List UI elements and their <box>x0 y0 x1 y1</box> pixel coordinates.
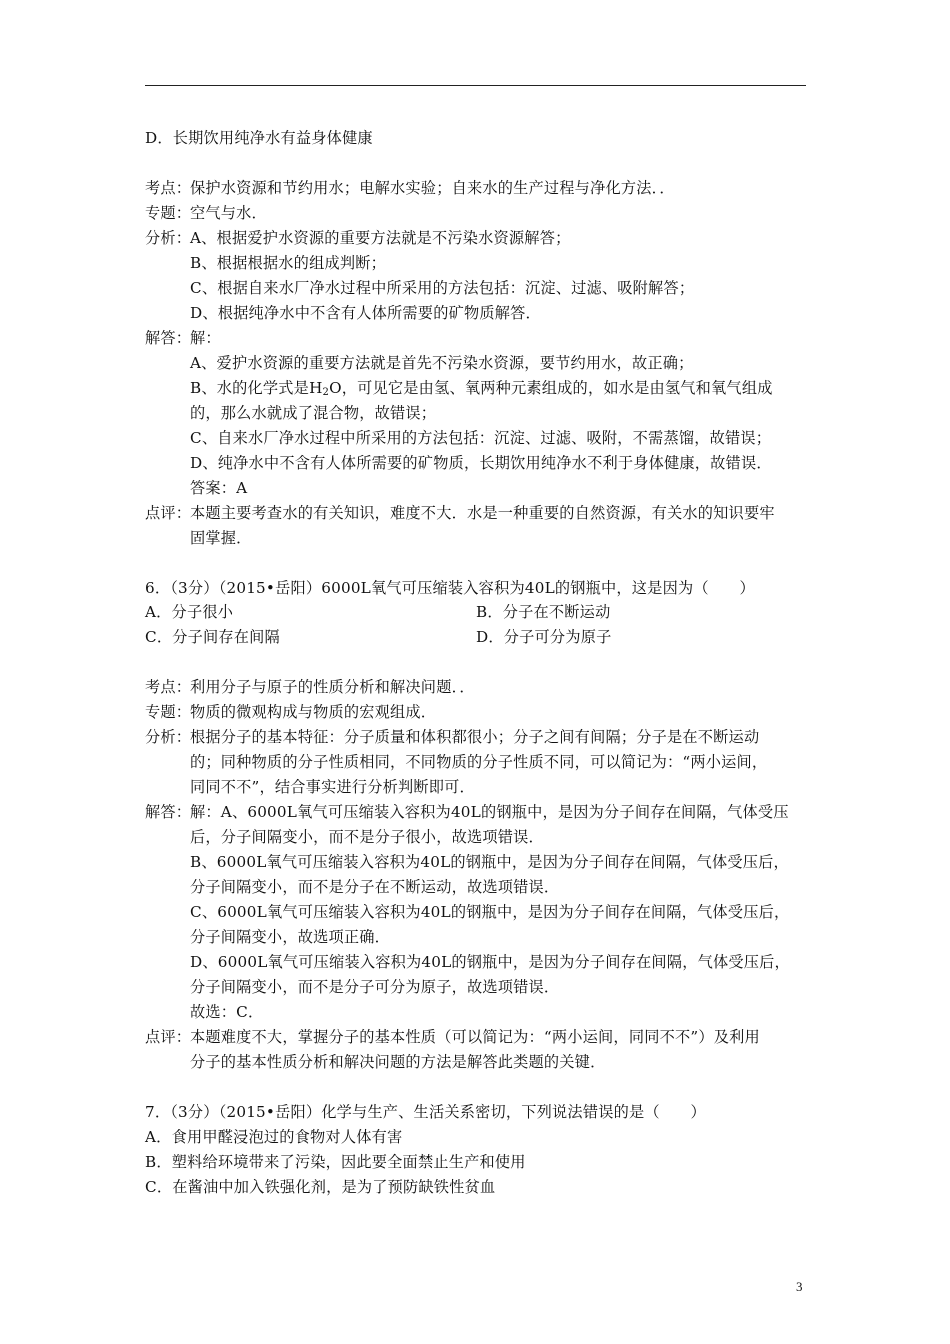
dianping-label: 点评： <box>145 504 192 522</box>
q7-option-a: A．食用甲醛浸泡过的食物对人体有害 <box>145 1128 403 1146</box>
q6-jieda <box>145 800 789 824</box>
q6-dianping-cont: 分子的基本性质分析和解决问题的方法是解答此类题的关键． <box>190 1053 606 1071</box>
kaodian-text: 保护水资源和节约用水；电解水实验；自来水的生产过程与净化方法．． <box>190 179 675 197</box>
q6-jieda-5: C、6000L氧气可压缩装入容积为40L的钢瓶中，是因为分子间存在间隔，气体受压后， <box>190 903 790 921</box>
fenxi-line: 根据分子的基本特征：分子质量和体积都很小；分子之间有间隔；分子是在不断运动 <box>190 728 760 746</box>
zhuanti-text: 空气与水． <box>190 204 267 222</box>
q5-jieda-b-cont: 的，那么水就成了混合物，故错误； <box>190 404 437 422</box>
kaodian-text: 利用分子与原子的性质分析和解决问题．． <box>190 678 475 696</box>
q6-jieda-6: 分子间隔变小，故选项正确． <box>190 928 391 946</box>
page-number: 3 <box>796 1279 803 1294</box>
kaodian-label: 考点： <box>145 678 192 696</box>
q6-option-c: C．分子间存在间隔 <box>145 628 280 646</box>
q7-option-c: C．在酱油中加入铁强化剂，是为了预防缺铁性贫血 <box>145 1178 496 1196</box>
jieda-b-pre: B、水的化学式是H <box>190 379 323 397</box>
fenxi-label: 分析： <box>145 229 192 247</box>
q6-kaodian <box>145 675 475 699</box>
zhuanti-label: 专题： <box>145 204 192 222</box>
jieda-b-subscript: 2 <box>322 387 330 398</box>
q5-dianping <box>145 501 775 525</box>
zhuanti-text: 物质的微观构成与物质的宏观组成． <box>190 703 437 721</box>
q6-option-d: D．分子可分为原子 <box>476 628 612 646</box>
q5-fenxi <box>145 226 570 250</box>
q6-jieda-8: 分子间隔变小，而不是分子可分为原子，故选项错误． <box>190 978 560 996</box>
dianping-label: 点评： <box>145 1028 192 1046</box>
q5-fenxi-b: B、根据根据水的组成判断； <box>190 254 387 272</box>
fenxi-line: A、根据爱护水资源的重要方法就是不污染水资源解答； <box>190 229 571 247</box>
q7-option-b: B．塑料给环境带来了污染，因此要全面禁止生产和使用 <box>145 1153 526 1171</box>
q5-kaodian <box>145 176 675 200</box>
kaodian-label: 考点： <box>145 179 192 197</box>
q6-jieda-2: 后，分子间隔变小，而不是分子很小，故选项错误． <box>190 828 544 846</box>
q5-jieda <box>145 326 221 350</box>
dianping-line: 本题难度不大，掌握分子的基本性质（可以简记为：“两小运间，同同不不”）及利用 <box>190 1028 760 1046</box>
q7-stem: 7．（3分）（2015•岳阳）化学与生产、生活关系密切，下列说法错误的是（ ） <box>145 1103 706 1121</box>
q6-jieda-3: B、6000L氧气可压缩装入容积为40L的钢瓶中，是因为分子间存在间隔，气体受压后， <box>190 853 789 871</box>
q6-jieda-9: 故选：C． <box>190 1003 264 1021</box>
q6-option-b: B．分子在不断运动 <box>476 603 611 621</box>
q5-jieda-c: C、自来水厂净水过程中所采用的方法包括：沉淀、过滤、吸附，不需蒸馏，故错误； <box>190 429 772 447</box>
q5-dianping-cont: 固掌握． <box>190 529 252 547</box>
q6-jieda-7: D、6000L氧气可压缩装入容积为40L的钢瓶中，是因为分子间存在间隔，气体受压后， <box>190 953 790 971</box>
jieda-line: 解：A、6000L氧气可压缩装入容积为40L的钢瓶中，是因为分子间存在间隔，气体受压 <box>190 803 789 821</box>
q6-fenxi-3: 同同不不”，结合事实进行分析判断即可． <box>190 778 475 796</box>
dianping-line: 本题主要考查水的有关知识，难度不大．水是一种重要的自然资源，有关水的知识要牢 <box>190 504 775 522</box>
q5-zhuanti <box>145 201 267 225</box>
header-rule <box>145 85 806 86</box>
q5-fenxi-d: D、根据纯净水中不含有人体所需要的矿物质解答． <box>190 304 541 322</box>
q6-option-a: A．分子很小 <box>145 603 234 621</box>
jieda-label: 解答： <box>145 329 192 347</box>
q6-fenxi-2: 的；同种物质的分子性质相同，不同物质的分子性质不同，可以简记为：“两小运间， <box>190 753 768 771</box>
q6-stem: 6．（3分）（2015•岳阳）6000L氧气可压缩装入容积为40L的钢瓶中，这是因为（ ） <box>145 579 755 597</box>
q5-option-d: D．长期饮用纯净水有益身体健康 <box>145 129 373 147</box>
q6-dianping <box>145 1025 760 1049</box>
jieda-label: 解答： <box>145 803 192 821</box>
jieda-intro: 解： <box>190 329 221 347</box>
q6-zhuanti <box>145 700 436 724</box>
zhuanti-label: 专题： <box>145 703 192 721</box>
fenxi-label: 分析： <box>145 728 192 746</box>
q5-answer: 答案：A <box>190 479 248 497</box>
q6-jieda-4: 分子间隔变小，而不是分子在不断运动，故选项错误． <box>190 878 560 896</box>
q5-jieda-d: D、纯净水中不含有人体所需要的矿物质，长期饮用纯净水不利于身体健康，故错误． <box>190 454 772 472</box>
q5-fenxi-c: C、根据自来水厂净水过程中所采用的方法包括：沉淀、过滤、吸附解答； <box>190 279 695 297</box>
q6-fenxi <box>145 725 759 749</box>
q5-jieda-a: A、爱护水资源的重要方法就是首先不污染水资源，要节约用水，故正确； <box>190 354 694 372</box>
jieda-b-post: O，可见它是由氢、氧两种元素组成的，如水是由氢气和氧气组成 <box>329 379 773 397</box>
